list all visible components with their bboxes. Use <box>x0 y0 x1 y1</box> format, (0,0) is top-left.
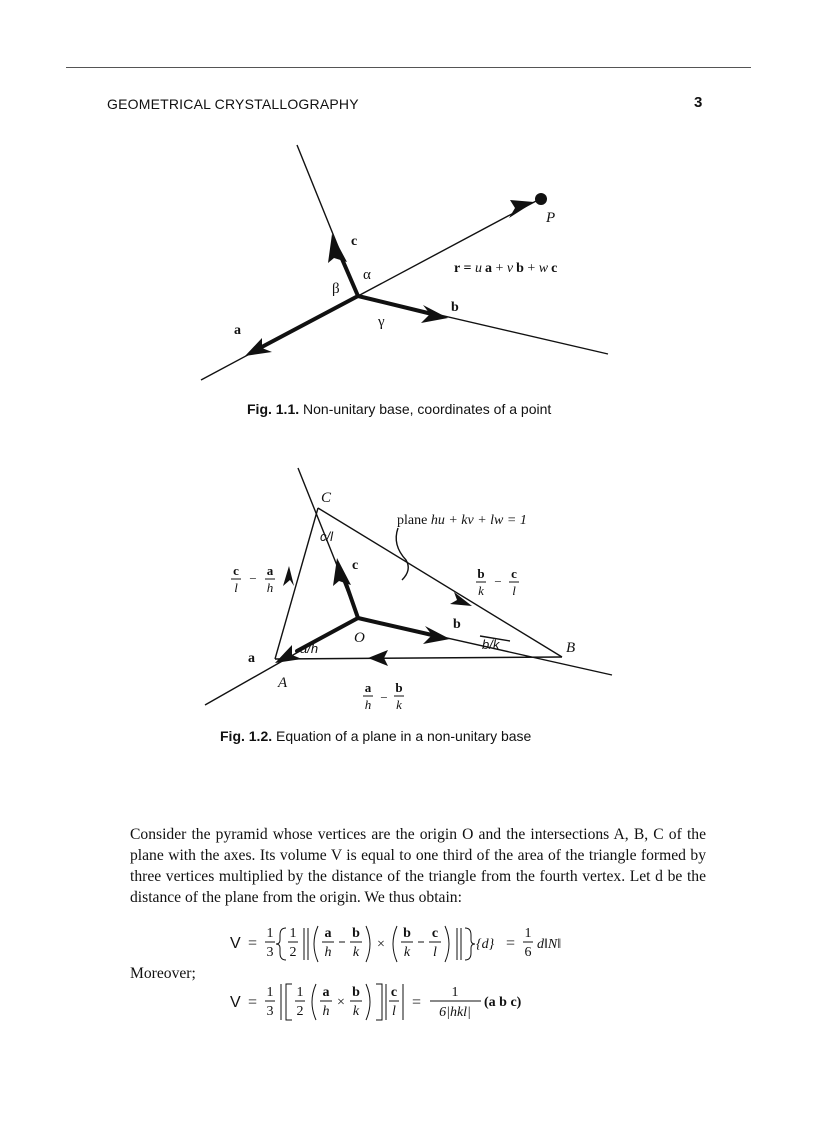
svg-text:l: l <box>392 1004 396 1019</box>
figure-1-1-caption: Fig. 1.1. Non-unitary base, coordinates of a point <box>247 401 552 417</box>
svg-text:−: − <box>494 574 502 589</box>
label-gamma: γ <box>378 314 385 330</box>
svg-text:l: l <box>512 583 516 598</box>
svg-text:k: k <box>352 1004 360 1019</box>
svg-text:a: a <box>322 985 330 1000</box>
svg-text:=: = <box>506 935 516 952</box>
figure-1-2-caption: Fig. 1.2. Equation of a plane in a non-unitary base <box>220 728 532 744</box>
running-title: GEOMETRICAL CRYSTALLOGRAPHY <box>107 96 359 112</box>
svg-text:c: c <box>390 985 398 1000</box>
svg-text:h: h <box>324 945 332 960</box>
svg-text:k: k <box>396 697 402 712</box>
svg-text:=: = <box>248 994 258 1011</box>
page-number: 3 <box>694 94 703 111</box>
svg-text:1: 1 <box>524 926 532 941</box>
label-beta: β <box>332 281 340 297</box>
svg-text:=: = <box>412 994 422 1011</box>
svg-text:1: 1 <box>451 985 459 1000</box>
svg-text:b: b <box>352 926 360 941</box>
svg-text:3: 3 <box>266 945 274 960</box>
label-vec-b: b <box>451 300 459 315</box>
svg-text:−: − <box>249 571 257 586</box>
svg-text:k: k <box>352 945 360 960</box>
svg-text:c: c <box>233 563 239 578</box>
label-vec-c: c <box>351 234 358 249</box>
svg-text:×: × <box>337 995 345 1010</box>
moreover-text: Moreover; <box>130 965 196 982</box>
svg-text:(a b c): (a b c) <box>484 995 522 1010</box>
svg-text:2: 2 <box>296 1004 304 1019</box>
svg-text:×: × <box>377 937 385 952</box>
svg-text:6|hkl|: 6|hkl| <box>439 1005 471 1020</box>
label-vec-b: b <box>453 617 461 632</box>
label-A: A <box>278 675 288 691</box>
svg-text:2: 2 <box>289 945 297 960</box>
svg-text:−: − <box>380 690 388 705</box>
svg-text:6: 6 <box>524 945 532 960</box>
label-vec-c: c <box>352 558 359 573</box>
paragraph-text: Consider the pyramid whose vertices are the origin O and the intersections A, B, C of the plane with the axes. Its volume V is equal to one third of the area of the triangle formed by three vertices multiplied by the distance of the triangle from the fourth vertex. Let d be the distance of the plane from the origin. We thus obtain: <box>130 826 706 906</box>
svg-text:1: 1 <box>296 985 304 1000</box>
label-C: C <box>321 490 332 506</box>
svg-text:b: b <box>477 566 485 581</box>
svg-text:V: V <box>230 935 241 952</box>
label-a-over-h: a/h <box>300 641 319 656</box>
label-b-over-k: b/k <box>482 637 500 652</box>
svg-text:h: h <box>266 580 274 595</box>
svg-text:l: l <box>234 580 238 595</box>
svg-text:V: V <box>230 994 241 1011</box>
label-vec-a: a <box>234 323 241 338</box>
svg-text:1: 1 <box>266 926 274 941</box>
svg-text:b: b <box>395 680 403 695</box>
label-point-p: P <box>546 210 556 226</box>
svg-text:c: c <box>511 566 517 581</box>
svg-text:k: k <box>403 945 411 960</box>
label-c-over-l: c/l <box>320 529 333 544</box>
label-plane-equation: plane hu + kv + lw = 1 <box>397 513 527 528</box>
svg-text:l: l <box>433 945 437 960</box>
svg-text:d‖N‖: d‖N‖ <box>537 937 562 952</box>
svg-text:{d}: {d} <box>476 937 495 952</box>
svg-text:3: 3 <box>266 1004 274 1019</box>
label-O: O <box>354 630 365 646</box>
label-vec-a: a <box>248 651 255 666</box>
svg-text:b: b <box>352 985 360 1000</box>
label-r-expression: r = u a + v b + w c <box>454 261 558 276</box>
svg-text:1: 1 <box>266 985 274 1000</box>
svg-text:1: 1 <box>289 926 297 941</box>
svg-text:h: h <box>322 1004 330 1019</box>
svg-text:a: a <box>364 680 372 695</box>
svg-text:b: b <box>403 926 411 941</box>
svg-text:a: a <box>324 926 332 941</box>
svg-text:a: a <box>266 563 274 578</box>
svg-text:k: k <box>478 583 484 598</box>
svg-text:=: = <box>248 935 258 952</box>
svg-text:c: c <box>431 926 439 941</box>
svg-text:h: h <box>364 697 372 712</box>
label-B: B <box>566 640 576 656</box>
label-alpha: α <box>363 267 371 283</box>
